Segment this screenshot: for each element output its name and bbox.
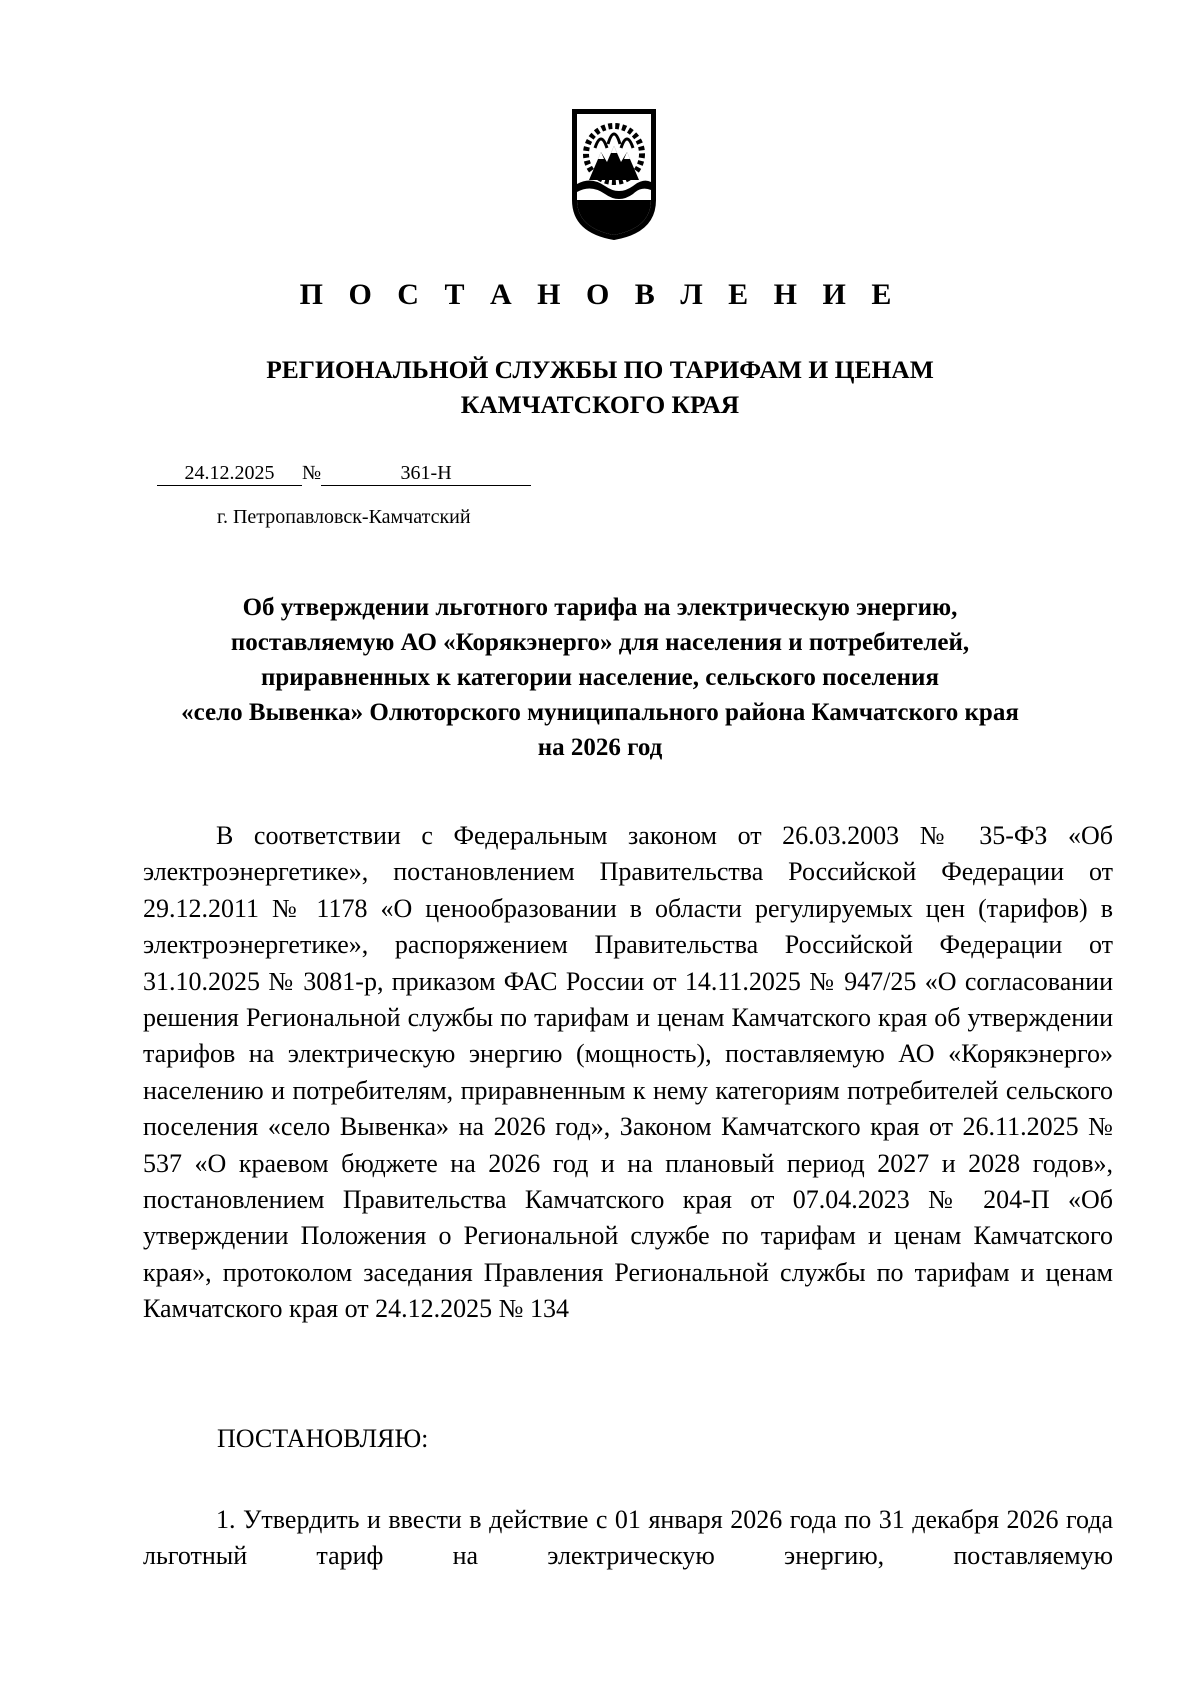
number-sign: № bbox=[302, 462, 322, 484]
subject-line-2: поставляемую АО «Корякэнерго» для населения и потребителей, bbox=[230, 629, 970, 656]
document-type-title: П О С Т А Н О В Л Е Н И Е bbox=[299, 278, 901, 311]
decree-item-1: 1. Утвердить и ввести в действие с 01 января 2026 года по 31 декабря 2026 года льготный тариф на электрическую энергию, поставляемую bbox=[143, 1505, 1113, 1571]
kamchatka-coat-of-arms-icon bbox=[571, 108, 657, 241]
decree-word: ПОСТАНОВЛЯЮ: bbox=[217, 1424, 429, 1453]
subject-line-4: «село Вывенка» Олюторского муниципального района Камчатского края bbox=[181, 699, 1019, 726]
document-date: 24.12.2025 bbox=[157, 462, 302, 486]
city: г. Петропавловск-Камчатский bbox=[217, 506, 471, 528]
date-number-line bbox=[157, 462, 531, 486]
document-subject bbox=[100, 590, 1100, 765]
coat-of-arms bbox=[571, 108, 657, 241]
subject-line-5: на 2026 год bbox=[537, 734, 663, 761]
subject-line-1: Об утверждении льготного тарифа на электрическую энергию, bbox=[242, 594, 958, 621]
preamble-paragraph: В соответствии с Федеральным законом от 26.03.2003 № 35-ФЗ «Об электроэнергетике», постановлением Правительства Российской Федерации от 29.12.2011 № 1178 «О ценообразовании в области регулируемых цен (тарифов) в электроэнергетике», распоряжением Правительства Российской Федерации от 31.10.2025 № 3081-р, приказом ФАС России от 14.11.2025 № 947/25 «О согласовании решения Региональной службы по тарифам и ценам Камчатского края об утверждении тарифов на электрическую энергию (мощность), поставляемую АО «Корякэнерго» населению и потребителям, приравненным к нему категориям потребителей сельского поселения «село Вывенка» на 2026 год», Законом Камчатского края от 26.11.2025 № 537 «О краевом бюджете на 2026 год и на плановый период 2027 и 2028 годов», постановлением Правительства Камчатского края от 07.04.2023 № 204-П «Об утверждении Положения о Региональной службе по тарифам и ценам Камчатского края», протоколом заседания Правления Региональной службы по тарифам и ценам Камчатского края от 24.12.2025 № 134 bbox=[143, 821, 1113, 1324]
authority-line-1: РЕГИОНАЛЬНОЙ СЛУЖБЫ ПО ТАРИФАМ И ЦЕНАМ bbox=[266, 355, 934, 384]
authority-line-2: КАМЧАТСКОГО КРАЯ bbox=[460, 390, 740, 419]
issuing-authority bbox=[0, 352, 1200, 422]
document-number: 361-Н bbox=[321, 462, 531, 486]
subject-line-3: приравненных к категории население, сельского поселения bbox=[261, 664, 939, 691]
